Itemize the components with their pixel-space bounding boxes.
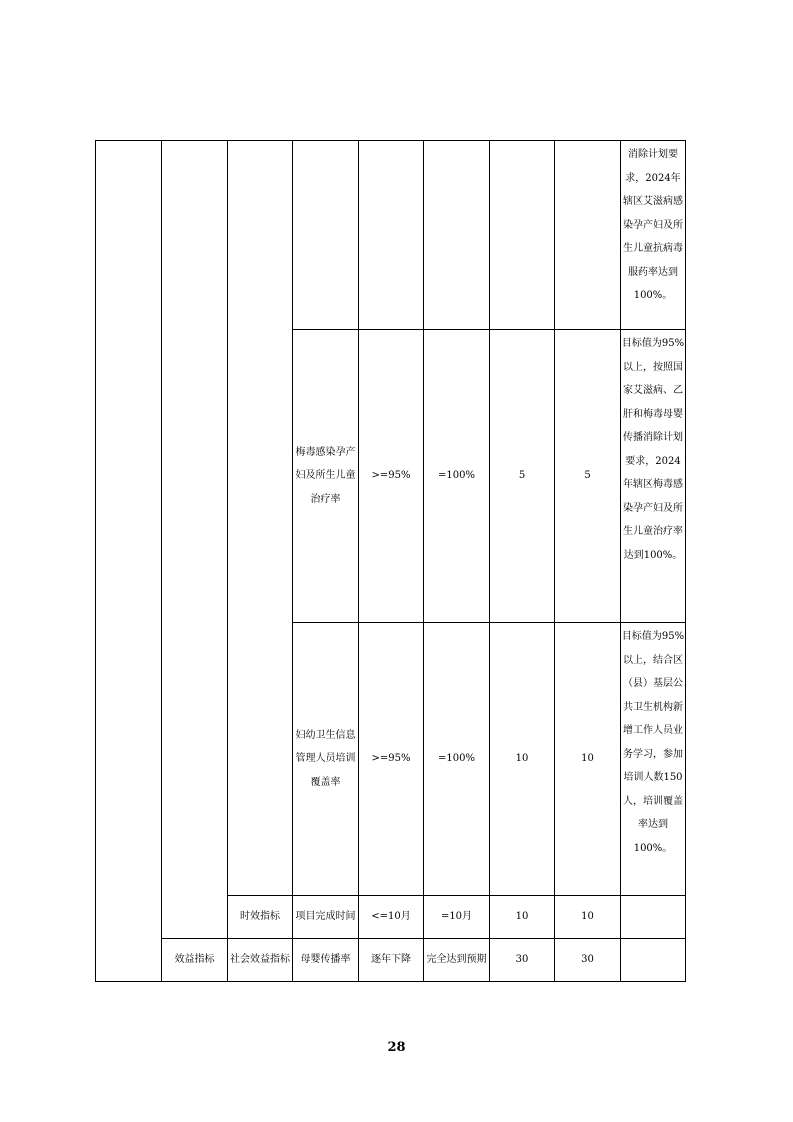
table-row bbox=[96, 141, 686, 330]
actual-value-cell: 完全达到预期 bbox=[424, 939, 490, 982]
weight-cell: 30 bbox=[490, 939, 555, 982]
blank-cell bbox=[162, 141, 228, 939]
note-cell: 消除计划要求，2024年辖区艾滋病感染孕产妇及所生儿童抗病毒服药率达到100%。 bbox=[621, 141, 686, 330]
secondary-indicator-cell: 社会效益指标 bbox=[228, 939, 293, 982]
indicator-cell: 梅毒感染孕产妇及所生儿童治疗率 bbox=[293, 330, 359, 623]
score-cell: 10 bbox=[555, 623, 621, 896]
actual-value-cell: =10月 bbox=[424, 896, 490, 939]
indicator-cell: 妇幼卫生信息管理人员培训覆盖率 bbox=[293, 623, 359, 896]
note-cell: 目标值为95%以上，结合区（县）基层公共卫生机构新增工作人员业务学习，参加培训人数150人，培训覆盖率达到100%。 bbox=[621, 623, 686, 896]
score-cell: 30 bbox=[555, 939, 621, 982]
blank-cell bbox=[228, 141, 293, 896]
annual-target-cell: <=10月 bbox=[359, 896, 424, 939]
secondary-indicator-cell: 时效指标 bbox=[228, 896, 293, 939]
indicator-cell: 母婴传播率 bbox=[293, 939, 359, 982]
blank-cell bbox=[293, 141, 359, 330]
blank-cell bbox=[96, 141, 162, 982]
annual-target-cell: >=95% bbox=[359, 623, 424, 896]
blank-cell bbox=[359, 141, 424, 330]
actual-value-cell: =100% bbox=[424, 330, 490, 623]
indicator-cell: 项目完成时间 bbox=[293, 896, 359, 939]
weight-cell: 10 bbox=[490, 896, 555, 939]
score-cell: 10 bbox=[555, 896, 621, 939]
blank-cell bbox=[555, 141, 621, 330]
weight-cell: 10 bbox=[490, 623, 555, 896]
page-number: 28 bbox=[387, 1040, 406, 1055]
primary-indicator-cell: 效益指标 bbox=[162, 939, 228, 982]
annual-target-cell: >=95% bbox=[359, 330, 424, 623]
score-cell: 5 bbox=[555, 330, 621, 623]
blank-cell bbox=[424, 141, 490, 330]
actual-value-cell: =100% bbox=[424, 623, 490, 896]
performance-table bbox=[95, 140, 686, 982]
note-cell bbox=[621, 939, 686, 982]
blank-cell bbox=[490, 141, 555, 330]
note-cell: 目标值为95%以上，按照国家艾滋病、乙肝和梅毒母婴传播消除计划要求，2024年辖区梅毒感染孕产妇及所生儿童治疗率达到100%。 bbox=[621, 330, 686, 623]
note-cell bbox=[621, 896, 686, 939]
annual-target-cell: 逐年下降 bbox=[359, 939, 424, 982]
table-row bbox=[96, 939, 686, 982]
weight-cell: 5 bbox=[490, 330, 555, 623]
